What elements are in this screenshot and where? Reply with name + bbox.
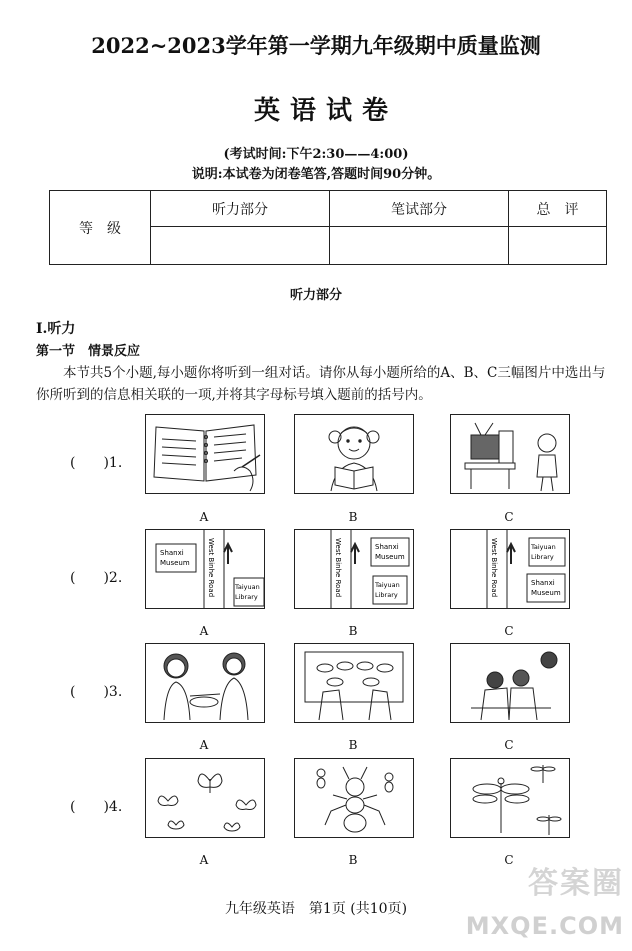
q3-option-b: B <box>348 738 358 752</box>
watching-tv-icon <box>451 415 569 493</box>
grade-col-total: 总 评 <box>509 191 607 227</box>
q2-option-a: A <box>199 624 209 638</box>
question-3-label[interactable]: ( )3. <box>70 684 123 700</box>
q4-option-b: B <box>348 853 358 867</box>
writing-notebook-icon <box>146 415 264 493</box>
exam-title: 2022~2023学年第一学期九年级期中质量监测 <box>91 33 541 58</box>
q3-picture-b[interactable] <box>294 643 414 723</box>
q1-option-c: C <box>504 510 514 524</box>
part-heading: Ⅰ.听力 <box>36 321 76 337</box>
q2b-museum-line1: Shanxi <box>375 543 399 551</box>
q2b-map-icon <box>295 530 413 608</box>
q4-option-a: A <box>199 853 209 867</box>
ants-icon <box>295 759 413 837</box>
grade-cell-total[interactable] <box>509 227 607 265</box>
section-heading: 听力部分 <box>289 288 342 303</box>
q2b-road-label: West Binhe Road <box>334 538 342 598</box>
family-moon-icon <box>451 644 569 722</box>
q3-option-a: A <box>199 738 209 752</box>
q1-picture-a[interactable] <box>145 414 265 494</box>
exam-time: (考试时间:下午2:30——4:00) <box>223 147 409 162</box>
q2c-library-line1: Taiyuan <box>531 543 556 551</box>
q2a-museum-line2: Museum <box>160 559 190 567</box>
girl-reading-icon <box>295 415 413 493</box>
q2a-map-icon <box>146 530 264 608</box>
q3-picture-c[interactable] <box>450 643 570 723</box>
q2-map-b[interactable] <box>294 529 414 609</box>
q2b-library-line2: Library <box>375 591 398 599</box>
q4-picture-b[interactable] <box>294 758 414 838</box>
q1-picture-b[interactable] <box>294 414 414 494</box>
q2a-library-line2: Library <box>235 593 258 601</box>
instructions: 本节共5个小题,每小题你将听到一组对话。请你从每小题所给的A、B、C三幅图片中选出与你所听到的信息相关联的一项,并将其字母标号填入题前的括号内。 <box>36 365 606 403</box>
q3-picture-a[interactable] <box>145 643 265 723</box>
q2b-library-line1: Taiyuan <box>375 581 400 589</box>
q2c-museum-line1: Shanxi <box>531 579 555 587</box>
q1-picture-c[interactable] <box>450 414 570 494</box>
q2c-road-label: West Binhe Road <box>490 538 498 598</box>
q4-picture-a[interactable] <box>145 758 265 838</box>
question-1-label[interactable]: ( )1. <box>70 455 123 471</box>
question-2-label[interactable]: ( )2. <box>70 570 123 586</box>
watermark-url: MXQE.COM <box>465 912 624 940</box>
butterflies-icon <box>146 759 264 837</box>
q2c-museum-line2: Museum <box>531 589 561 597</box>
q2-option-c: C <box>504 624 514 638</box>
q3-option-c: C <box>504 738 514 752</box>
grade-col-written: 笔试部分 <box>330 191 509 227</box>
q2a-road-label: West Binhe Road <box>207 538 215 598</box>
q2a-library-line1: Taiyuan <box>235 583 260 591</box>
q2b-museum-line2: Museum <box>375 553 405 561</box>
dragonflies-icon <box>451 759 569 837</box>
mooncakes-icon <box>295 644 413 722</box>
making-dumplings-icon <box>146 644 264 722</box>
subject-title: 英语试卷 <box>253 96 398 126</box>
watermark-logo: 答案圈 <box>528 866 624 901</box>
q2-map-c[interactable] <box>450 529 570 609</box>
q4-picture-c[interactable] <box>450 758 570 838</box>
question-4-label[interactable]: ( )4. <box>70 799 123 815</box>
grade-cell-listening[interactable] <box>151 227 330 265</box>
q2-option-b: B <box>348 624 358 638</box>
q2a-museum-line1: Shanxi <box>160 549 184 557</box>
q2c-map-icon <box>451 530 569 608</box>
q1-option-b: B <box>348 510 358 524</box>
exam-note: 说明:本试卷为闭卷笔答,答题时间90分钟。 <box>191 167 441 182</box>
subsection-heading: 第一节 情景反应 <box>36 344 141 359</box>
grade-col-listening: 听力部分 <box>151 191 330 227</box>
grade-cell-written[interactable] <box>330 227 509 265</box>
q2c-library-line2: Library <box>531 553 554 561</box>
q1-option-a: A <box>199 510 209 524</box>
q2-map-a[interactable] <box>145 529 265 609</box>
page-footer: 九年级英语 第1页 (共10页) <box>224 901 408 917</box>
grade-table <box>49 190 607 265</box>
q4-option-c: C <box>504 853 514 867</box>
grade-row-label: 等 级 <box>50 191 151 265</box>
